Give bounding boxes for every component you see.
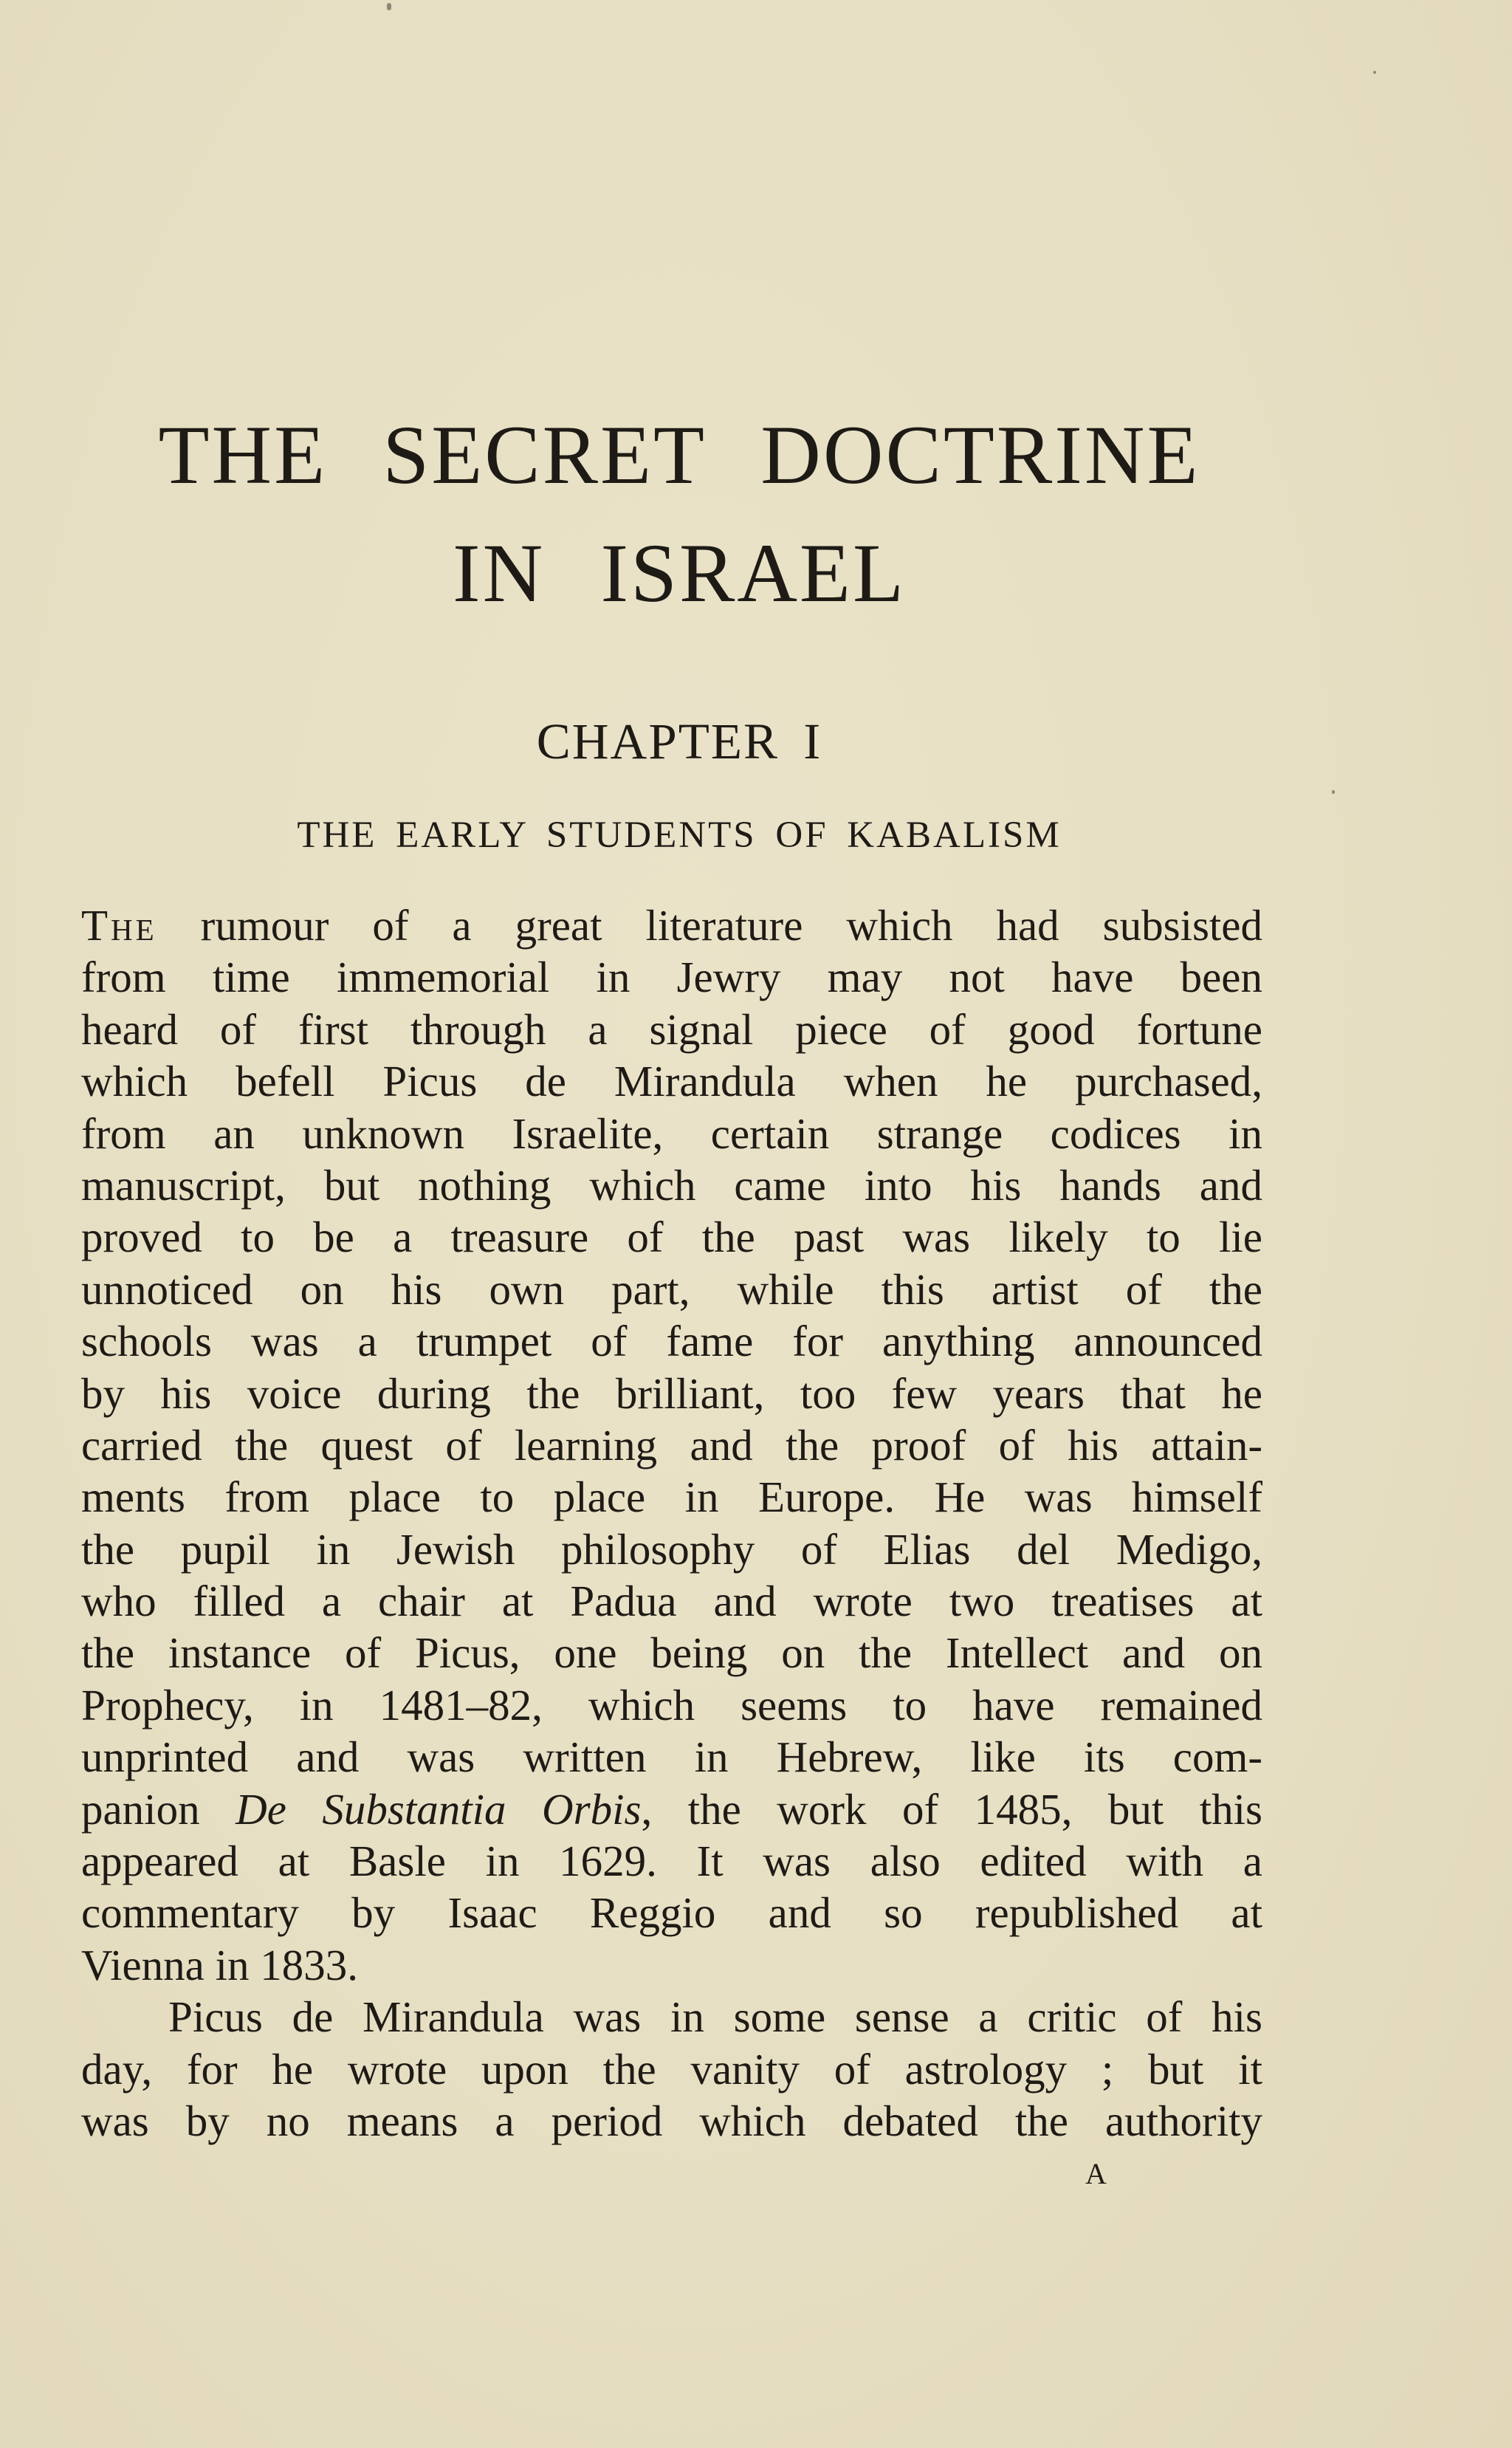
italic-title: De Substantia Orbis xyxy=(236,1784,642,1834)
opening-word: The xyxy=(81,901,157,950)
paragraph-1 xyxy=(81,899,1262,1991)
text-line: from an unknown Israelite, certain strange codices in xyxy=(81,1108,1262,1158)
text-line: day, for he wrote upon the vanity of astrology ; but it xyxy=(81,2044,1262,2094)
text-line: by his voice during the brilliant, too few years that he xyxy=(81,1368,1262,1418)
text-line: heard of first through a signal piece of good fortune xyxy=(81,1004,1262,1054)
paragraph-2 xyxy=(81,1991,1262,2147)
text-line: the pupil in Jewish philosophy of Elias del Medigo, xyxy=(81,1524,1262,1574)
ink-speck xyxy=(1332,790,1335,794)
text-line: panion De Substantia Orbis, the work of 1485, but this xyxy=(81,1784,1263,1834)
book-title-line-2: IN ISRAEL xyxy=(453,527,906,620)
chapter-heading: CHAPTER I xyxy=(536,713,822,769)
text-line: The rumour of a great literature which had subsisted xyxy=(81,901,1262,950)
text-line: unnoticed on his own part, while this artist of the xyxy=(81,1264,1262,1314)
text-line: who filled a chair at Padua and wrote two treatises at xyxy=(81,1577,1262,1626)
text-line: carried the quest of learning and the proof of his attain- xyxy=(81,1420,1262,1470)
text-line: Vienna in 1833. xyxy=(81,1940,358,1989)
text-line: schools was a trumpet of fame for anything announced xyxy=(81,1317,1262,1366)
ink-speck xyxy=(1373,71,1376,74)
text-line: the instance of Picus, one being on the Intellect and on xyxy=(81,1628,1262,1678)
book-title-line-1: THE SECRET DOCTRINE xyxy=(158,409,1200,501)
ink-speck xyxy=(387,3,391,10)
text-line: commentary by Isaac Reggio and so republished at xyxy=(81,1888,1262,1938)
text-line: manuscript, but nothing which came into his hands and xyxy=(81,1160,1262,1210)
text-line: from time immemorial in Jewry may not have been xyxy=(81,953,1262,1002)
text-line: appeared at Basle in 1629. It was also edited with a xyxy=(81,1837,1262,1886)
text-line: unprinted and was written in Hebrew, like its com- xyxy=(81,1732,1262,1782)
text-line: Prophecy, in 1481–82, which seems to have remained xyxy=(81,1680,1262,1729)
text-line: was by no means a period which debated the authority xyxy=(81,2096,1262,2145)
text-line: Picus de Mirandula was in some sense a critic of his xyxy=(168,1992,1262,2042)
signature-mark: A xyxy=(1085,2157,1107,2190)
chapter-subtitle: THE EARLY STUDENTS OF KABALISM xyxy=(297,815,1062,856)
body-text xyxy=(81,899,1262,2147)
text-line: which befell Picus de Mirandula when he purchased, xyxy=(81,1057,1262,1106)
text-line: proved to be a treasure of the past was likely to lie xyxy=(81,1213,1262,1262)
text-line: ments from place to place in Europe. He was himself xyxy=(81,1472,1262,1522)
